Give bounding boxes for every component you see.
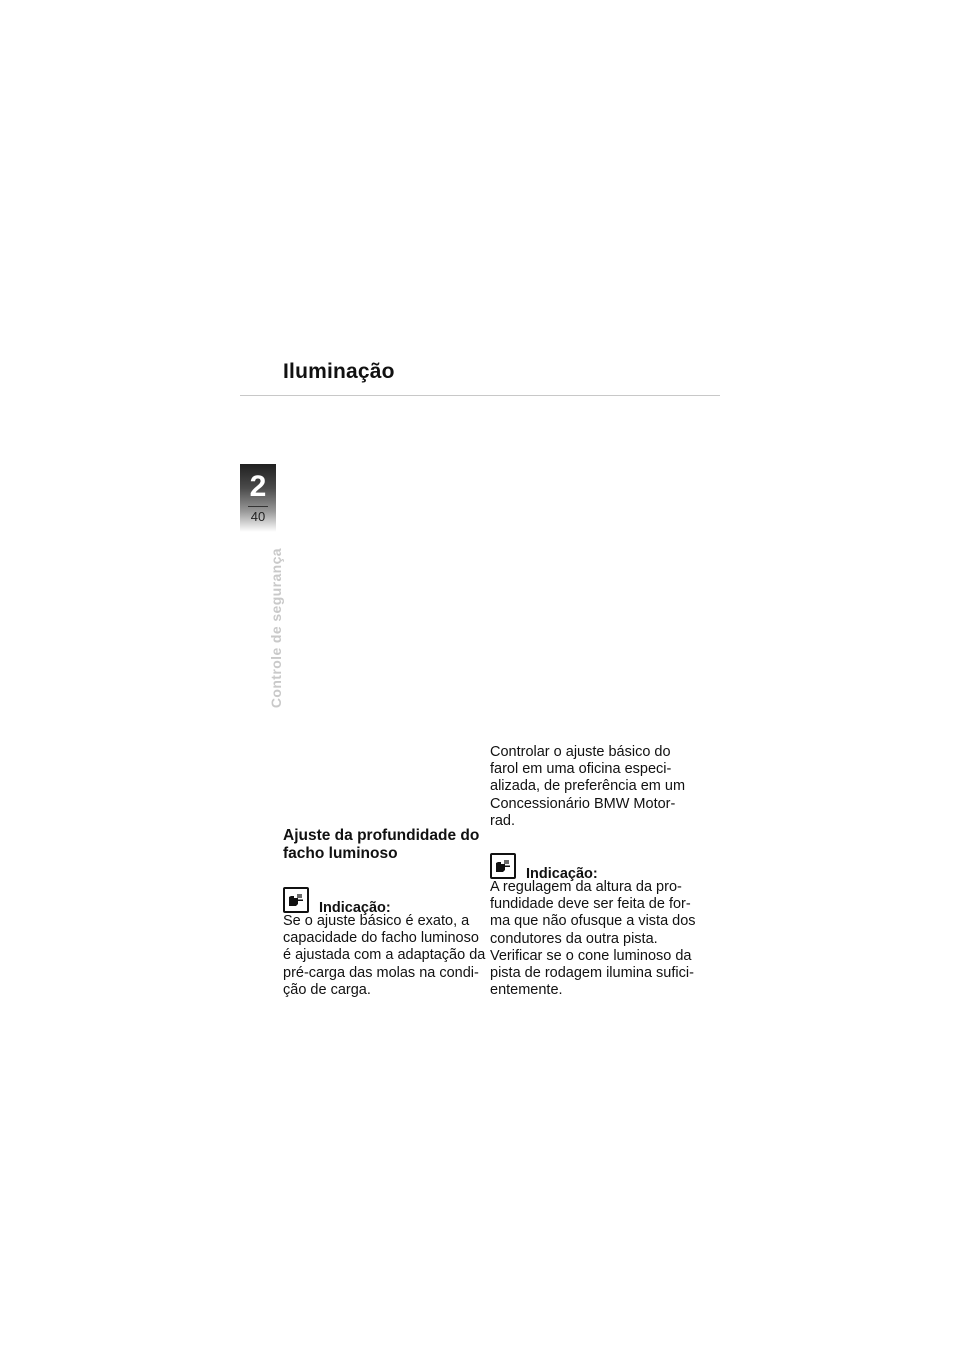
chapter-number: 2 <box>249 470 267 503</box>
intro-line: rad. <box>490 812 515 829</box>
note-line: ma que não ofusque a vista dos <box>490 913 696 930</box>
note-line: pré-carga das molas na condi- <box>283 964 479 981</box>
intro-line: alizada, de preferência em um <box>490 778 686 795</box>
intro-line: Controlar o ajuste básico do <box>490 744 671 760</box>
note-line: capacidade do facho luminoso <box>283 930 479 947</box>
note-header <box>283 881 483 916</box>
page-title: Iluminação <box>283 360 395 383</box>
note-title: Indicação: <box>319 900 391 916</box>
chapter-side-label: Controle de segurança <box>268 548 284 709</box>
page-number: 40 <box>250 509 266 524</box>
note-line: A regulagem da altura da pro- <box>490 879 682 896</box>
intro-text <box>490 744 690 830</box>
chapter-tab <box>240 464 276 532</box>
title-divider <box>240 395 720 396</box>
note-line: fundidade deve ser feita de for- <box>490 896 691 913</box>
note-block <box>490 847 696 999</box>
intro-line: Concessionário BMW Motor- <box>490 795 676 812</box>
note-text <box>283 913 486 999</box>
right-column <box>490 744 696 999</box>
note-line: Verificar se o cone luminoso da <box>490 947 692 964</box>
pointing-hand-note-icon <box>490 853 516 879</box>
note-line: entemente. <box>490 982 563 999</box>
section-heading <box>283 827 483 863</box>
pointing-hand-note-icon <box>283 887 309 913</box>
left-column <box>283 827 486 999</box>
note-line: ção de carga. <box>283 981 371 998</box>
note-line: Se o ajuste básico é exato, a <box>283 913 470 929</box>
note-line: condutores da outra pista. <box>490 930 658 947</box>
heading-line: facho luminoso <box>283 845 398 862</box>
note-line: é ajustada com a adaptação da <box>283 947 486 964</box>
note-block <box>283 881 486 999</box>
note-header <box>490 847 690 883</box>
note-title: Indicação: <box>526 866 598 883</box>
intro-line: farol em uma oficina especi- <box>490 761 672 778</box>
heading-line: Ajuste da profundidade do <box>283 827 480 844</box>
chapter-divider <box>248 506 268 507</box>
note-text <box>490 879 696 999</box>
note-line: pista de rodagem ilumina sufici- <box>490 965 694 982</box>
